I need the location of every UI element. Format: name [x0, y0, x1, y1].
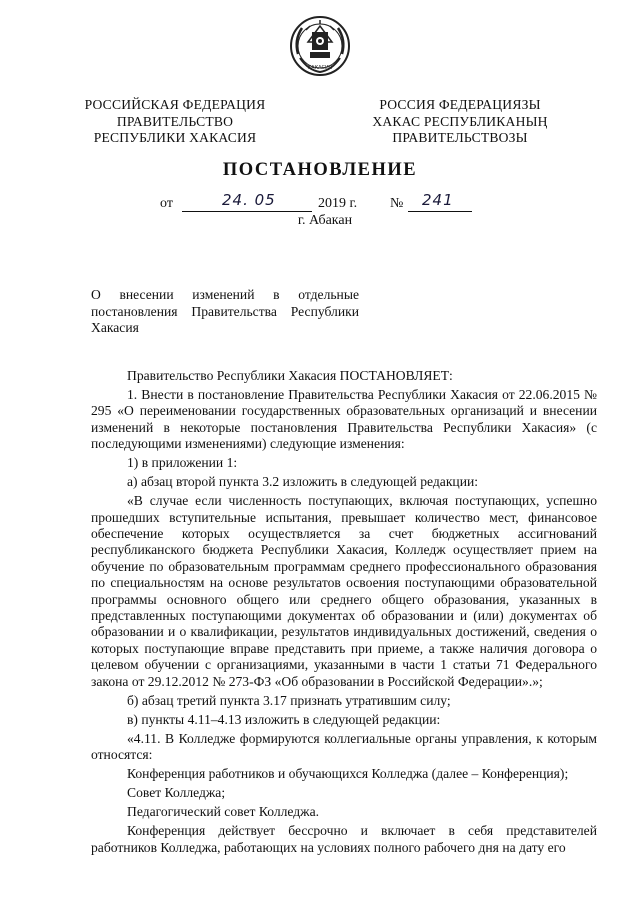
paragraph: Конференция работников и обучающихся Колледжа (далее – Конференция);	[127, 766, 569, 782]
header-left-line: ПРАВИТЕЛЬСТВО	[116, 113, 234, 129]
paragraph: Педагогический совет Колледжа.	[127, 804, 320, 820]
city: г. Абакан	[297, 213, 353, 228]
header-left	[70, 97, 280, 147]
subject-word: Республики	[290, 303, 359, 319]
subject	[91, 287, 359, 337]
header-right	[355, 97, 565, 147]
coat-of-arms-icon	[288, 14, 352, 78]
paragraph: 1) в приложении 1:	[127, 455, 238, 471]
paragraph: Конференция действует бессрочно и включает в себя представителей работников Колледжа, работающих на условиях полного рабочего дня на дату его	[91, 823, 597, 855]
paragraph: Совет Колледжа;	[127, 785, 226, 801]
svg-text:ХАКАСИЯ: ХАКАСИЯ	[307, 65, 333, 71]
subject-word: изменений	[192, 287, 255, 302]
subject-line: Хакасия	[91, 320, 139, 335]
subject-line	[91, 304, 359, 321]
paragraph: б) абзац третий пункта 3.17 признать утратившим силу;	[127, 692, 451, 708]
header-right-line: ПРАВИТЕЛЬСТВОЗЫ	[392, 130, 528, 145]
paragraph: «4.11. В Колледже формируются коллегиальные органы управления, к которым относятся:	[91, 730, 597, 763]
subject-word: постановления	[91, 303, 178, 319]
paragraph: Правительство Республики Хакасия ПОСТАНОВЛЯЕТ:	[127, 368, 453, 383]
header-right-line: ХАКАС РЕСПУБЛИКАНЫҢ	[372, 113, 548, 129]
date-handwritten: 24. 05	[222, 191, 276, 209]
year-label: 2019 г.	[318, 196, 358, 211]
subject-line	[91, 287, 359, 304]
paragraph: «В случае если численность поступающих, включая поступающих, успешно прошедших вступительные испытания, превышает количество мест, финансовое обеспечение которых осуществляется за счет бюджетных ассигнований республиканского бюджета Республики Хакасия, Колледж осуществляет прием на обучение по образовательным программам среднего профессионального образования по специальностям на основе результатов освоения поступающими образовательной программы основного общего или среднего общего образования, указанных в представленных поступающими документах об образовании и (или) документах об образовании и о квалификации, результатов индивидуальных достижений, сведения о которых поступающие вправе представить при приеме, а также наличия договора о целевом обучении с организациями, указанными в части 1 статьи 71 Федерального закона от 29.12.2012 № 273-ФЗ «Об образовании в Российской Федерации».»;	[91, 493, 597, 689]
subject-word: Правительства	[191, 303, 277, 319]
number-label: №	[390, 196, 404, 211]
header-right-line: РОССИЯ ФЕДЕРАЦИЯЗЫ	[379, 97, 541, 112]
number-handwritten: 241	[422, 191, 454, 209]
subject-word: внесении	[119, 287, 174, 302]
paragraph: а) абзац второй пункта 3.2 изложить в следующей редакции:	[127, 474, 479, 490]
subject-word: отдельные	[298, 287, 359, 302]
subject-word: О	[91, 287, 101, 302]
header-left-line: РОССИЙСКАЯ ФЕДЕРАЦИЯ	[84, 97, 266, 112]
subject-word: в	[273, 287, 280, 302]
document-title: ПОСТАНОВЛЕНИЕ	[222, 160, 418, 180]
from-label: от	[160, 196, 173, 211]
paragraph: 1. Внести в постановление Правительства Республики Хакасия от 22.06.2015 № 295 «О переименовании государственных образовательных организаций и внесении изменений в некоторые постановления Правительства Республики Хакасия» (с последующими изменениями) следующие изменения:	[91, 387, 597, 452]
document-body	[91, 368, 597, 856]
header-left-line: РЕСПУБЛИКИ ХАКАСИЯ	[93, 130, 257, 145]
paragraph: в) пункты 4.11–4.13 изложить в следующей редакции:	[127, 711, 441, 727]
